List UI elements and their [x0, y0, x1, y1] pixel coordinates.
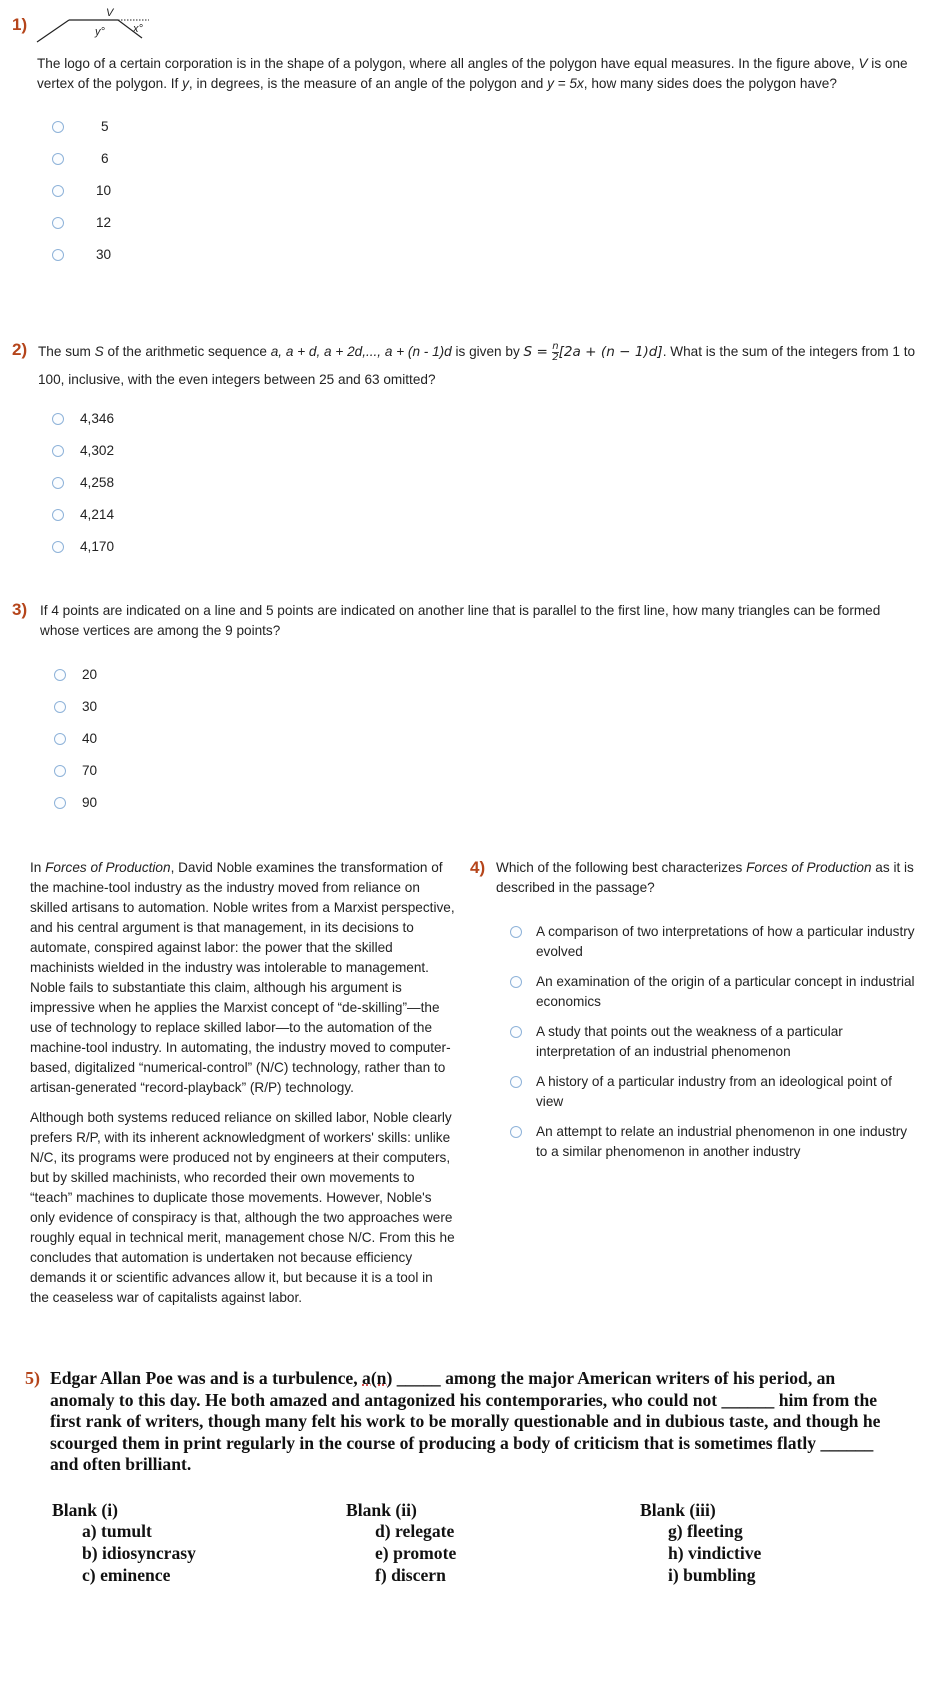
blank-iii-choice[interactable]: i) bumbling [668, 1565, 756, 1585]
question-4-option[interactable]: An examination of the origin of a particular concept in industrial economics [510, 972, 925, 1016]
blank-ii-choice[interactable]: f) discern [375, 1565, 446, 1585]
question-5-text: Edgar Allan Poe was and is a turbulence, a(n) _____ among the major American writers of his period, an anomaly to this day. He both amazed and antagonized his contemporaries, who could not ______ him from the first rank of writers, though many felt his work to be morally questionable and in dubious taste, and though he scourged them in print regularly in the course of producing a body of criticism that is sometimes flatly ______ and often brilliant. [50, 1368, 881, 1474]
radio-button[interactable] [52, 413, 64, 425]
radio-button[interactable] [54, 733, 66, 745]
question-4-option[interactable]: A comparison of two interpretations of how a particular industry evolved [510, 922, 925, 966]
question-4-option[interactable]: A history of a particular industry from an ideological point of view [510, 1072, 925, 1116]
passage-paragraph-2: Although both systems reduced reliance on skilled labor, Noble clearly prefers R/P, with its inherent acknowledgment of workers' skills: unlike N/C, its programs were produced not by engineers at their computers, but by skilled machinists, who recorded their own movements to “teach” machines to duplicate those movements. However, Noble's only evidence of conspiracy is that, although the two approaches were roughly equal in technical merit, management chose N/C. From this he concludes that automation is undertaken not because efficiency demands it or scientific advances allow it, but because it is a tool in the ceaseless war of capitalists against labor. [30, 1110, 455, 1305]
sum-formula: S = $\frac{n}{2}$ [2a + (n − 1)d] [523, 340, 663, 363]
passage-paragraph-1: In Forces of Production, David Noble examines the transformation of the machine-tool industry as the industry moved from reliance on skilled artisans to automation. Noble writes from a Marxist perspective, and his central argument is that management, in its decisions to automate, conspired against labor: the power that the skilled machinists wielded in the industry was intolerable to management. Noble fails to substantiate this claim, although his argument is impressive when he applies the Marxist concept of “de-skilling”—the use of technology to replace skilled labor—to the automation of the machine-tool industry. In automating, the industry moved to computer-based, digitalized “numerical-control” (N/C) technology, rather than to artisan-generated “record-playback” (R/P) technology. [30, 860, 455, 1095]
radio-button[interactable] [52, 249, 64, 261]
figure-label-v: V [106, 7, 114, 19]
question-4-number: 4) [470, 858, 486, 877]
radio-button[interactable] [54, 797, 66, 809]
question-5-number: 5) [25, 1368, 40, 1388]
blank-i-heading: Blank (i) [52, 1500, 118, 1520]
question-1-number: 1) [12, 15, 28, 34]
blank-i-choice[interactable]: b) idiosyncrasy [82, 1543, 196, 1563]
reading-passage [30, 858, 455, 1308]
question-4-option[interactable]: A study that points out the weakness of a particular interpretation of an industrial phenomenon [510, 1022, 925, 1066]
polygon-vertex-figure [34, 4, 164, 46]
blank-i-choice[interactable]: a) tumult [82, 1521, 152, 1541]
radio-button[interactable] [510, 1076, 522, 1088]
figure-label-x: x° [133, 23, 143, 35]
radio-button[interactable] [510, 926, 522, 938]
radio-button[interactable] [52, 445, 64, 457]
radio-button[interactable] [52, 153, 64, 165]
question-2-number: 2) [12, 340, 28, 359]
blank-i-choice[interactable]: c) eminence [82, 1565, 171, 1585]
question-4-text: Which of the following best characterizes Forces of Production as it is described in the passage? [496, 860, 914, 895]
blank-iii-heading: Blank (iii) [640, 1500, 716, 1520]
question-2-text: The sum S of the arithmetic sequence a, a + d, a + 2d,..., a + (n - 1)d is given by S = $\frac{n}{2}$ [2a + (n − 1)d]. What is the sum of the integers from 1 to 100, inclusive, with the even integers between 25 and 63 omitted? [38, 340, 916, 387]
question-3-number: 3) [12, 600, 28, 619]
radio-button[interactable] [52, 185, 64, 197]
radio-button[interactable] [54, 669, 66, 681]
radio-button[interactable] [510, 1026, 522, 1038]
question-3-text: If 4 points are indicated on a line and 5 points are indicated on another line that is parallel to the first line, how many triangles can be formed whose vertices are among the 9 points? [40, 603, 881, 638]
radio-button[interactable] [510, 1126, 522, 1138]
question-4-option[interactable]: An attempt to relate an industrial phenomenon in one industry to a similar phenomenon in another industry [510, 1122, 925, 1166]
blank-iii-choice[interactable]: g) fleeting [668, 1521, 743, 1541]
radio-button[interactable] [54, 701, 66, 713]
radio-button[interactable] [54, 765, 66, 777]
radio-button[interactable] [52, 121, 64, 133]
radio-button[interactable] [510, 976, 522, 988]
figure-label-y: y° [95, 26, 105, 38]
radio-button[interactable] [52, 217, 64, 229]
radio-button[interactable] [52, 541, 64, 553]
blank-ii-choice[interactable]: d) relegate [375, 1521, 455, 1541]
blank-ii-choice[interactable]: e) promote [375, 1543, 457, 1563]
radio-button[interactable] [52, 509, 64, 521]
question-1-text: The logo of a certain corporation is in the shape of a polygon, where all angles of the polygon have equal measures. In the figure above, V is one vertex of the polygon. If y, in degrees, is the measure of an angle of the polygon and y = 5x, how many sides does the polygon have? [37, 56, 908, 91]
blank-iii-choice[interactable]: h) vindictive [668, 1543, 762, 1563]
blank-ii-heading: Blank (ii) [346, 1500, 417, 1520]
radio-button[interactable] [52, 477, 64, 489]
